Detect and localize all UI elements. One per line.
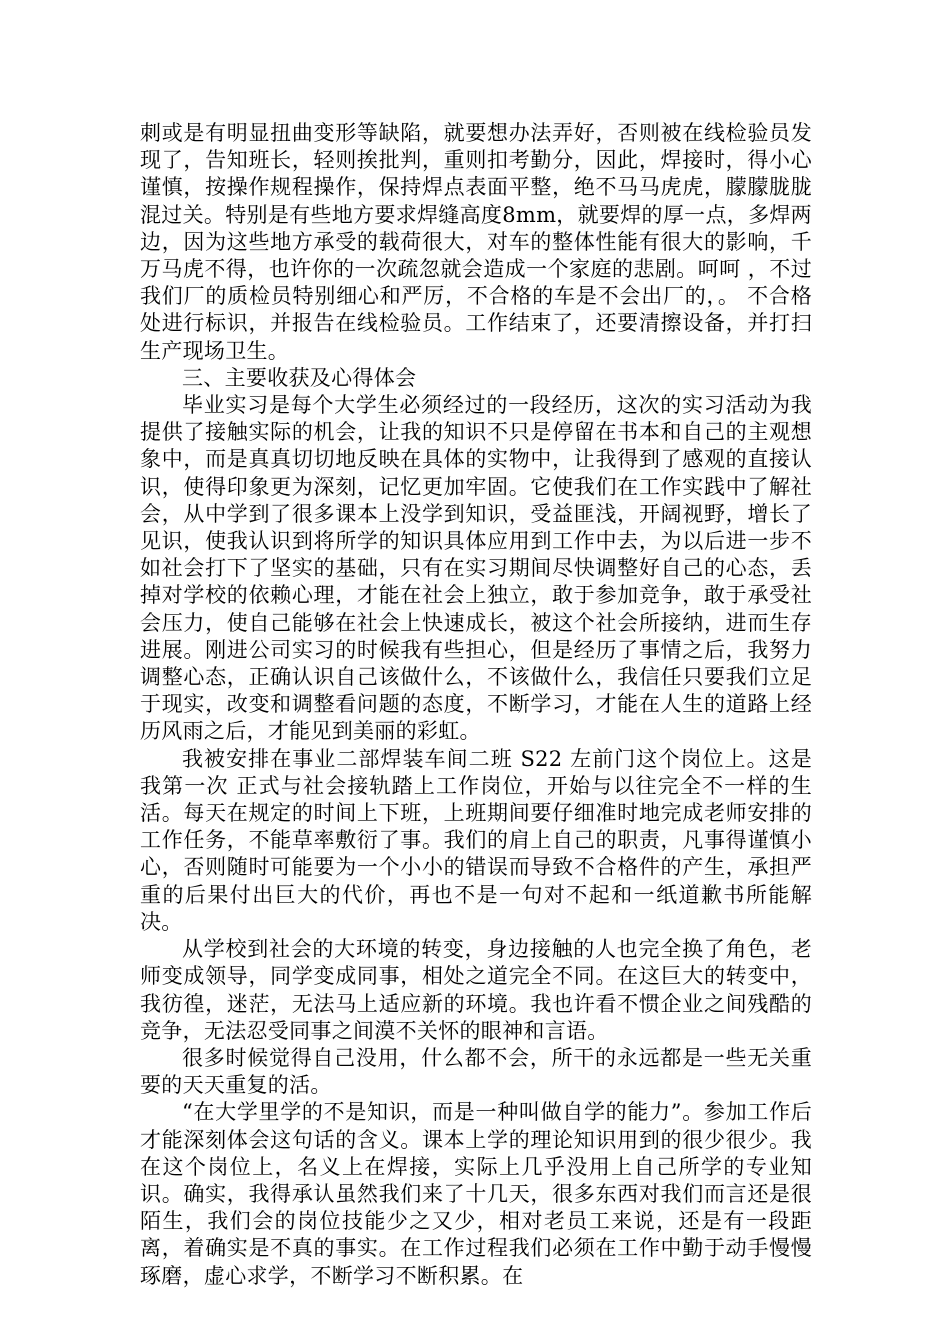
paragraph: 很多时候觉得自己没用，什么都不会，所干的永远都是一些无关重要的天天重复的活。 — [140, 1045, 812, 1098]
paragraph-continued: 刺或是有明显扭曲变形等缺陷，就要想办法弄好，否则被在线检验员发现了，告知班长，轻则挨批判，重则扣考勤分，因此，焊接时，得小心谨慎，按操作规程操作，保持焊点表面平整，绝不马马虎虎，朦朦胧胧混过关。特别是有些地方要求焊缝高度8mm，就要焊的厚一点，多焊两边，因为这些地方承受的载荷很大，对车的整体性能有很大的影响，千万马虎不得，也许你的一次疏忽就会造成一个家庭的悲剧。呵呵 ，不过我们厂的质检员特别细心和严厉，不合格的车是不会出厂的，。 不合格处进行标识，并报告在线检验员。工作结束了，还要清擦设备，并打扫生产现场卫生。 — [140, 121, 812, 363]
section-heading: 三、主要收获及心得体会 — [182, 365, 417, 390]
paragraph: 毕业实习是每个大学生必须经过的一段经历，这次的实习活动为我提供了接触实际的机会，让我的知识不只是停留在书本和自己的主观想象中，而是真真切切地反映在具体的实物中，让我得到了感观的直接认识，使得印象更为深刻，记忆更加牢固。它使我们在工作实践中了解社会，从中学到了很多课本上没学到知识，受益匪浅，开阔视野，增长了见识，使我认识到将所学的知识具体应用到工作中去，为以后进一步不如社会打下了坚实的基础，只有在实习期间尽快调整好自己的心态，丢掉对学校的依赖心理，才能在社会上独立，敢于参加竞争，敢于承受社会压力，使自己能够在社会上快速成长，被这个社会所接纳，进而生存进展。刚进公司实习的时候我有些担心，但是经历了事情之后，我努力调整心态，正确认识自己该做什么，不该做什么，我信任只要我们立足于现实，改变和调整看问题的态度，不断学习，才能在人生的道路上经历风雨之后，才能见到美丽的彩虹。 — [140, 393, 812, 744]
paragraph: “在大学里学的不是知识，而是一种叫做自学的能力”。参加工作后才能深刻体会这句话的含义。课本上学的理论知识用到的很少很少。我在这个岗位上，名义上在焊接，实际上几乎没用上自己所学的专业知识。确实，我得承认虽然我们来了十几天，很多东西对我们而言还是很陌生，我们会的岗位技能少之又少，相对老员工来说，还是有一段距离，着确实是不真的事实。在工作过程我们必须在工作中勤于动手慢慢琢磨，虚心求学，不断学习不断积累。在 — [140, 1100, 812, 1288]
paragraph: 我被安排在事业二部焊装车间二班 S22 左前门这个岗位上。这是我第一次 正式与社会接轨踏上工作岗位，开始与以往完全不一样的生活。每天在规定的时间上下班，上班期间要仔细准时地完成老师安排的工作任务，不能草率敷衍了事。我们的肩上自己的职责，凡事得谨慎小心，否则随时可能要为一个小小的错误而导致不合格件的产生，承担严重的后果付出巨大的代价，再也不是一句对不起和一纸道歉书所能解决。 — [140, 746, 812, 934]
paragraph: 从学校到社会的大环境的转变，身边接触的人也完全换了角色，老师变成领导，同学变成同事，相处之道完全不同。在这巨大的转变中，我彷徨，迷茫，无法马上适应新的环境。我也许看不惯企业之间残酷的竞争，无法忍受同事之间漠不关怀的眼神和言语。 — [140, 937, 812, 1043]
document-body — [140, 120, 812, 1290]
